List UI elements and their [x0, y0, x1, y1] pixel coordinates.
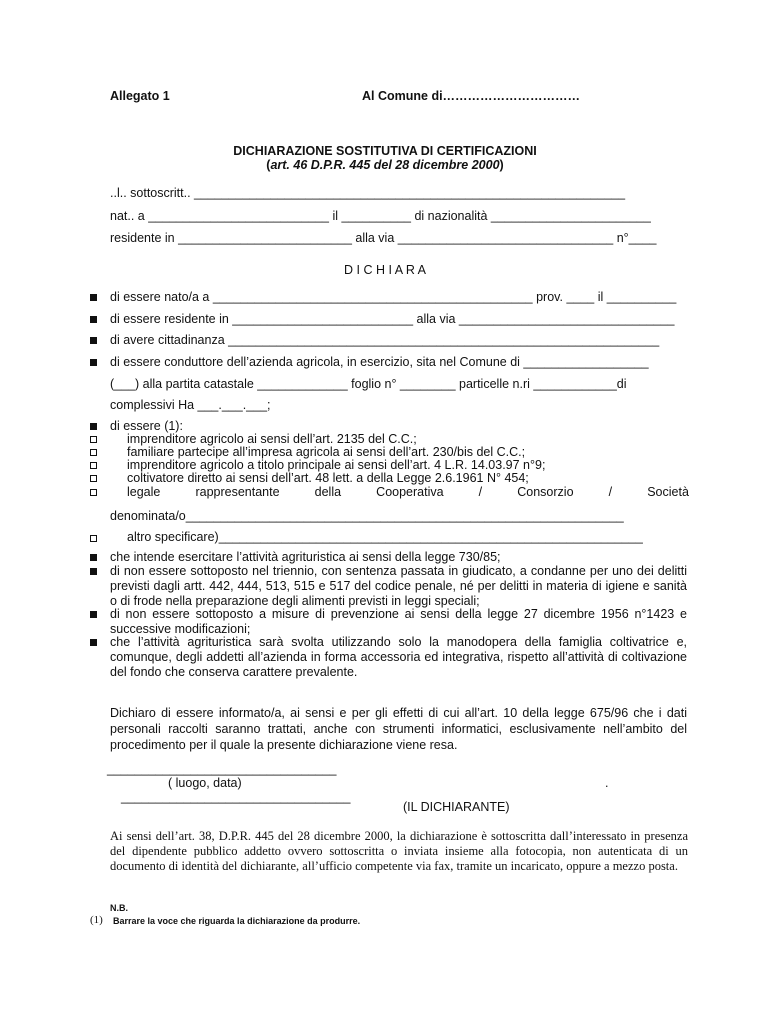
di-essere-label: di essere (1): [110, 419, 183, 433]
checkbox-icon[interactable] [90, 475, 97, 482]
bullet-square-icon [90, 639, 97, 646]
denominata-field[interactable]: denominata/o_______________________________________________________________ [110, 509, 624, 523]
option-imprenditore: imprenditore agricolo ai sensi dell’art. 2135 del C.C.; [127, 432, 417, 446]
bullet-square-icon [90, 611, 97, 618]
bullet-square-icon [90, 337, 97, 344]
nb-label: N.B. [110, 903, 128, 913]
checkbox-icon[interactable] [90, 436, 97, 443]
footnote-text: Barrare la voce che riguarda la dichiarazione da produrre. [113, 916, 361, 926]
bullet-square-icon [90, 294, 97, 301]
privacy-paragraph: Dichiaro di essere informato/a, ai sensi e per gli effetti di cui all’art. 10 della legge 675/96 che i dati personali raccolti saranno trattati, anche con strumenti informatici, esclusivamente nell’ambito del procedimento per il quale la presente dichiarazione viene resa. [110, 706, 687, 752]
dichiara-heading: D I C H I A R A [344, 263, 426, 277]
bullet-square-icon [90, 423, 97, 430]
dot-mark: . [605, 776, 609, 790]
legale-word: della [314, 485, 342, 499]
option-familiare: familiare partecipe all’impresa agricola ai sensi dell’art. 230/bis del C.C.; [127, 445, 526, 459]
bullet-square-icon [90, 316, 97, 323]
catastale-field[interactable]: (___) alla partita catastale _____________ foglio n° ________ particelle n.ri ____________di [110, 377, 627, 391]
legale-word: Consorzio [517, 485, 574, 499]
declaration-residenza[interactable]: di essere residente in __________________________ alla via _______________________________ [110, 312, 675, 326]
allegato-label: Allegato 1 [110, 89, 170, 103]
ettari-field[interactable]: complessivi Ha ___.___.___; [110, 398, 271, 412]
comune-field[interactable]: Al Comune di…………………………… [362, 89, 581, 103]
declaration-cittadinanza[interactable]: di avere cittadinanza ______________________________________________________________ [110, 333, 660, 347]
declaration-agrituristica: che intende esercitare l’attività agrituristica ai sensi della legge 730/85; [110, 550, 501, 564]
declaration-prevenzione: di non essere sottoposto a misure di prevenzione ai sensi della legge 27 dicembre 1956 n°1423 e successive modificazioni; [110, 607, 687, 636]
bullet-square-icon [90, 568, 97, 575]
document-subtitle [0, 158, 770, 172]
footnote-number: (1) [90, 914, 103, 926]
checkbox-icon[interactable] [90, 489, 97, 496]
place-date-label: ( luogo, data) [168, 776, 242, 790]
legale-word: Società [647, 485, 689, 499]
nascita-field[interactable]: nat.. a __________________________ il __________ di nazionalità _______________________ [110, 209, 651, 223]
bullet-square-icon [90, 359, 97, 366]
dichiarante-label: (IL DICHIARANTE) [403, 800, 510, 814]
declaration-condanne: di non essere sottoposto nel triennio, con sentenza passata in giudicato, a condanne per uno dei delitti previsti dagli artt. 442, 444, 513, 515 e 517 del codice penale, né per delitti in materia di igiene e sanità o di frode nella preparazione degli alimenti previsti in leggi speciali; [110, 564, 687, 608]
option-legale-rappresentante [127, 485, 689, 499]
option-titolo-principale: imprenditore agricolo a titolo principale ai sensi dell’art. 4 L.R. 14.03.97 n°9; [127, 458, 546, 472]
declaration-manodopera: che l’attività agrituristica sarà svolta utilizzando solo la manodopera della famiglia coltivatrice e, comunque, degli addetti all’azienda in forma accessoria ed integrativa, rispetto all’attività di coltivazione del fondo che conserva carattere prevalente. [110, 635, 687, 679]
sottoscritto-field[interactable]: ..l.. sottoscritt.. ______________________________________________________________ [110, 186, 626, 200]
checkbox-icon[interactable] [90, 449, 97, 456]
declaration-nascita[interactable]: di essere nato/a a ______________________________________________ prov. ____ il __________ [110, 290, 677, 304]
subtitle-open: ( [266, 158, 271, 172]
signature-line[interactable]: _________________________________ [121, 790, 351, 804]
legale-word: Cooperativa [376, 485, 444, 499]
checkbox-icon[interactable] [90, 462, 97, 469]
option-coltivatore: coltivatore diretto ai sensi dell’art. 48 lett. a della Legge 2.6.1961 N° 454; [127, 471, 529, 485]
residenza-field[interactable]: residente in _________________________ alla via _______________________________ n°____ [110, 231, 657, 245]
legal-notice: Ai sensi dell’art. 38, D.P.R. 445 del 28 dicembre 2000, la dichiarazione è sottoscritta dall’interessato in presenza del dipendente pubblico addetto ovvero sottoscritta o inviata insieme alla fotocopia, non autenticata di un documento di identità del dichiarante, all’ufficio competente via fax, tramite un incaricato, oppure a mezzo posta. [110, 829, 688, 873]
checkbox-icon[interactable] [90, 535, 97, 542]
legale-word: / [478, 485, 483, 499]
legale-word: rappresentante [195, 485, 280, 499]
document-title: DICHIARAZIONE SOSTITUTIVA DI CERTIFICAZIONI [233, 144, 537, 158]
altro-field[interactable]: altro specificare)_____________________________________________________________ [127, 530, 643, 544]
bullet-square-icon [90, 554, 97, 561]
declaration-conduttore[interactable]: di essere conduttore dell’azienda agricola, in esercizio, sita nel Comune di __________________ [110, 355, 649, 369]
subtitle-reference: art. 46 D.P.R. 445 del 28 dicembre 2000 [270, 158, 500, 172]
legale-word: legale [127, 485, 161, 499]
place-date-line[interactable]: _________________________________ [107, 762, 337, 776]
legale-word: / [608, 485, 613, 499]
subtitle-close: ) [499, 158, 504, 172]
